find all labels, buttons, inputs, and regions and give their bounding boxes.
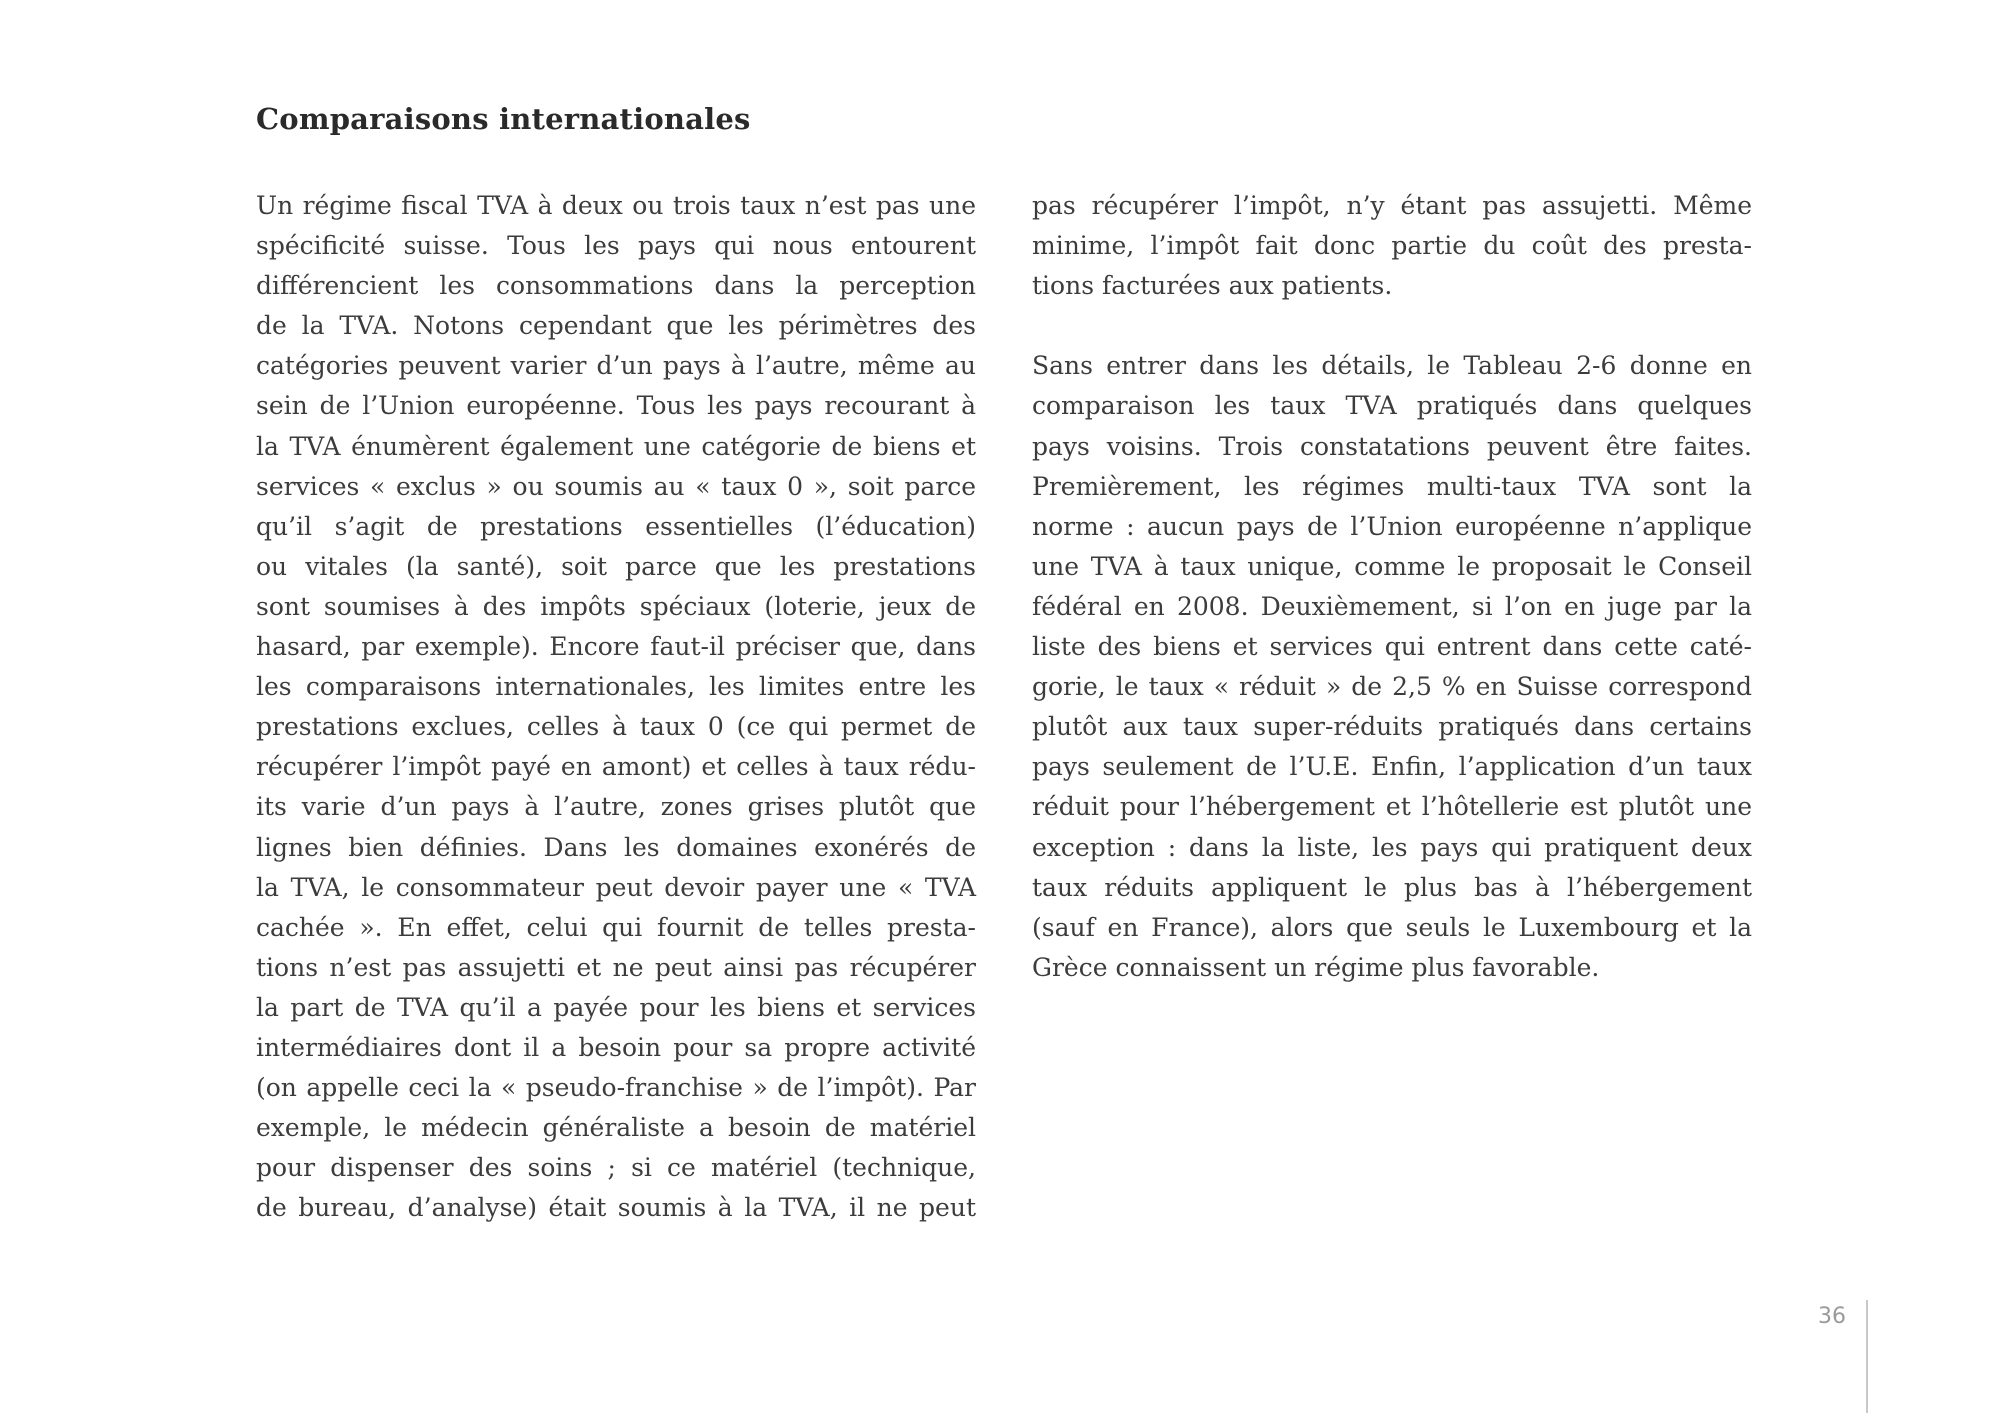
text-line: services « exclus » ou soumis au « taux 0 », soit parce [256, 471, 976, 501]
text-line: une TVA à taux unique, comme le proposait le Conseil [1032, 551, 1752, 581]
text-line: qu’il s’agit de prestations essentielles (l’éducation) [256, 511, 976, 541]
text-line: Grèce connaissent un régime plus favorable. [1032, 952, 1600, 982]
text-line: la TVA, le consommateur peut devoir payer une « TVA [256, 872, 976, 902]
text-line: la TVA énumèrent également une catégorie de biens et [256, 431, 976, 461]
text-line: pays seulement de l’U.E. Enfin, l’application d’un taux [1032, 752, 1752, 782]
text-line: (sauf en France), alors que seuls le Luxembourg et la [1032, 912, 1752, 942]
text-line: lignes bien définies. Dans les domaines exonérés de [256, 832, 976, 862]
text-line: tions n’est pas assujetti et ne peut ainsi pas récupérer [256, 952, 976, 982]
text-line: catégories peuvent varier d’un pays à l’autre, même au [256, 351, 976, 381]
text-line: cachée ». En effet, celui qui fournit de telles presta- [256, 912, 976, 942]
page-number: 36 [1818, 1304, 1846, 1329]
text-line: sein de l’Union européenne. Tous les pays recourant à [256, 391, 976, 421]
text-line: its varie d’un pays à l’autre, zones grises plutôt que [256, 792, 976, 822]
text-line: différencient les consommations dans la perception [256, 271, 976, 301]
text-line: prestations exclues, celles à taux 0 (ce qui permet de [256, 712, 976, 742]
text-line: gorie, le taux « réduit » de 2,5 % en Suisse correspond [1032, 672, 1752, 702]
text-line: intermédiaires dont il a besoin pour sa propre activité [256, 1032, 976, 1062]
text-line: Sans entrer dans les détails, le Tableau 2-6 donne en [1032, 351, 1752, 381]
text-line: (on appelle ceci la « pseudo-franchise » de l’impôt). Par [256, 1073, 976, 1103]
left-text-column [256, 186, 976, 1228]
text-line: la part de TVA qu’il a payée pour les biens et services [256, 992, 976, 1022]
paragraph-gap [1032, 306, 1752, 346]
text-line: sont soumises à des impôts spéciaux (loterie, jeux de [256, 591, 976, 621]
text-line: de la TVA. Notons cependant que les périmètres des [256, 311, 976, 341]
text-line: fédéral en 2008. Deuxièmement, si l’on en juge par la [1032, 591, 1752, 621]
text-line: réduit pour l’hébergement et l’hôtellerie est plutôt une [1032, 792, 1752, 822]
text-line: plutôt aux taux super-réduits pratiqués dans certains [1032, 712, 1752, 742]
right-text-column [1032, 186, 1752, 988]
text-line: tions facturées aux patients. [1032, 271, 1393, 301]
text-line: spécificité suisse. Tous les pays qui nous entourent [256, 231, 976, 261]
text-line: hasard, par exemple). Encore faut-il préciser que, dans [256, 632, 976, 662]
text-line: norme : aucun pays de l’Union européenne n’applique [1032, 511, 1752, 541]
text-line: taux réduits appliquent le plus bas à l’hébergement [1032, 872, 1752, 902]
text-line: pas récupérer l’impôt, n’y étant pas assujetti. Même [1032, 191, 1752, 220]
text-line: exemple, le médecin généraliste a besoin de matériel [256, 1113, 976, 1143]
text-line: ou vitales (la santé), soit parce que les prestations [256, 551, 976, 581]
text-line: liste des biens et services qui entrent dans cette caté- [1032, 632, 1752, 662]
text-line: les comparaisons internationales, les limites entre les [256, 672, 976, 702]
section-heading: Comparaisons internationales [256, 102, 751, 136]
text-line: Un régime fiscal TVA à deux ou trois taux n’est pas une [256, 191, 976, 220]
text-line: de bureau, d’analyse) était soumis à la TVA, il ne peut [256, 1193, 976, 1223]
text-line: minime, l’impôt fait donc partie du coût des presta- [1032, 231, 1752, 261]
text-line: comparaison les taux TVA pratiqués dans quelques [1032, 391, 1752, 421]
text-line: exception : dans la liste, les pays qui pratiquent deux [1032, 832, 1752, 862]
text-line: Premièrement, les régimes multi-taux TVA sont la [1032, 471, 1752, 501]
text-line: récupérer l’impôt payé en amont) et celles à taux rédu- [256, 752, 976, 782]
margin-rule [1866, 1300, 1868, 1413]
text-line: pays voisins. Trois constatations peuvent être faites. [1032, 431, 1752, 461]
text-line: pour dispenser des soins ; si ce matériel (technique, [256, 1153, 976, 1183]
